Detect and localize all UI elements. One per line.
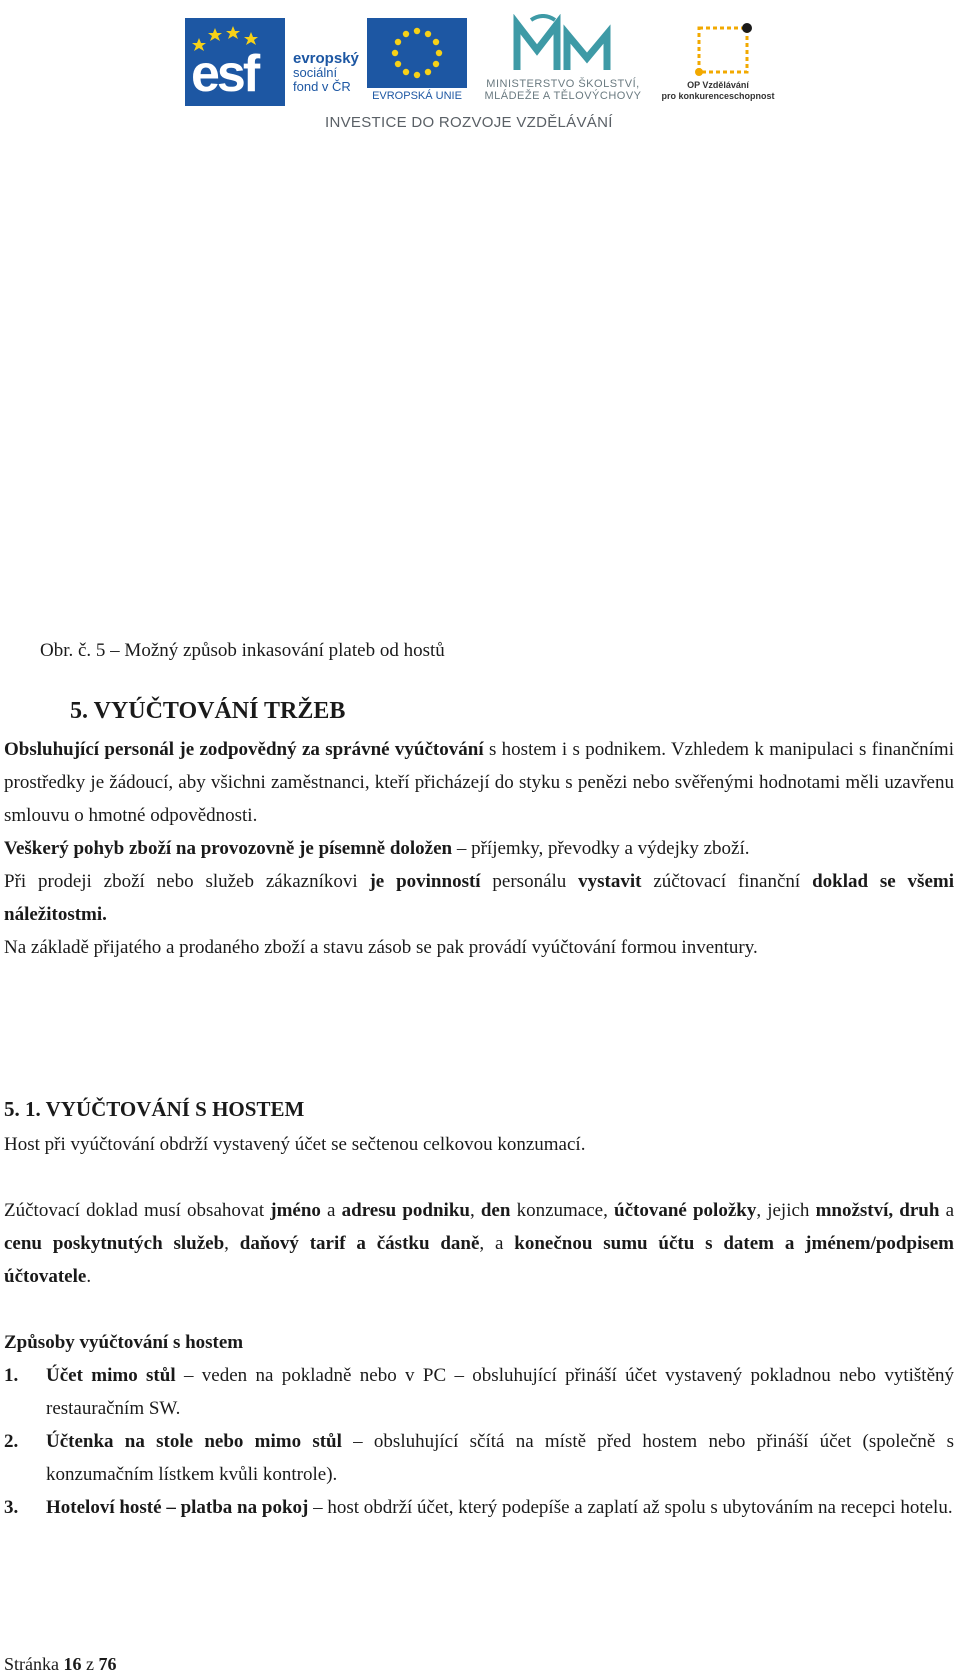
figure-caption: Obr. č. 5 – Možný způsob inkasování plateb od hostů	[40, 640, 445, 661]
subsection-body	[4, 1128, 954, 1524]
method-item-1	[4, 1359, 954, 1425]
subsection-heading: 5. 1. VYÚČTOVÁNÍ S HOSTEM	[4, 1097, 305, 1121]
method-item-2	[4, 1425, 954, 1491]
investment-tagline: INVESTICE DO ROZVOJE VZDĚLÁVÁNÍ	[325, 114, 613, 131]
page-footer: Stránka 16 z 76	[4, 1654, 117, 1674]
paragraph-document-requirements: Zúčtovací doklad musí obsahovat jméno a adresu podniku, den konzumace, účtované položky, jejich množství, druh a cenu poskytnutých služeb, daňový tarif a částku daně, a konečnou sumu účtu s datem a jménem/podpisem účtovatele.	[4, 1200, 955, 1287]
paragraph-goods-movement: Veškerý pohyb zboží na provozovně je písemně doložen – příjemky, převodky a výdejky zboží.	[4, 838, 750, 859]
eu-caption: EVROPSKÁ UNIE	[372, 90, 462, 102]
section-body	[4, 733, 954, 964]
method-title: Hoteloví hosté – platba na pokoj	[46, 1497, 309, 1518]
method-number: 3.	[4, 1497, 19, 1518]
esf-logo	[185, 18, 285, 106]
paragraph-sales-document: Při prodeji zboží nebo služeb zákazníkovi je povinností personálu vystavit zúčtovací finanční doklad se všemi náležitostmi.	[4, 871, 954, 925]
esf-mark: esf	[191, 45, 258, 103]
total-pages: 76	[98, 1654, 117, 1674]
paragraph-host-intro: Host při vyúčtování obdrží vystavený účet se sečtenou celkovou konzumací.	[4, 1134, 586, 1155]
eu-flag-logo	[367, 18, 467, 88]
method-title: Účtenka na stole nebo mimo stůl	[46, 1431, 342, 1452]
method-text: – host obdrží účet, který podepíše a zaplatí až spolu s ubytováním na recepci hotelu.	[308, 1497, 953, 1518]
current-page: 16	[63, 1654, 82, 1674]
methods-heading: Způsoby vyúčtování s hostem	[4, 1332, 244, 1353]
method-number: 2.	[4, 1431, 19, 1452]
paragraph-responsibility: Obsluhující personál je zodpovědný za správné vyúčtování s hostem i s podnikem. Vzhledem k manipulaci s finančními prostředky je žádoucí, aby všichni zaměstnanci, kteří přicházejí do styku s penězi nebo svěřenými hodnotami měli uzavřenu smlouvu o hmotné odpovědnosti.	[4, 739, 954, 826]
eu-star-circle-icon	[367, 18, 467, 88]
paragraph-inventory: Na základě přijatého a prodaného zboží a stavu zásob se pak provádí vyúčtování formou inventury.	[4, 937, 758, 958]
esf-caption: evropský sociální fond v ČR	[293, 50, 359, 94]
method-text: – obsluhující sčítá na místě před hostem nebo přináší účet (společně s konzumačním lístkem kvůli kontrole).	[46, 1431, 954, 1485]
section-heading: 5. VYÚČTOVÁNÍ TRŽEB	[70, 698, 346, 724]
method-title: Účet mimo stůl	[46, 1365, 176, 1386]
logo-bar	[185, 14, 785, 140]
method-number: 1.	[4, 1365, 19, 1386]
op-caption: OP Vzdělávání pro konkurenceschopnost	[661, 80, 775, 101]
msmt-caption: MINISTERSTVO ŠKOLSTVÍ, MLÁDEŽE A TĚLOVÝCHOVY	[484, 78, 642, 102]
method-text: – veden na pokladně nebo v PC – obsluhující přináší účet vystavený pokladnou nebo vytištěný restauračním SW.	[46, 1365, 955, 1419]
method-item-3	[4, 1491, 954, 1524]
